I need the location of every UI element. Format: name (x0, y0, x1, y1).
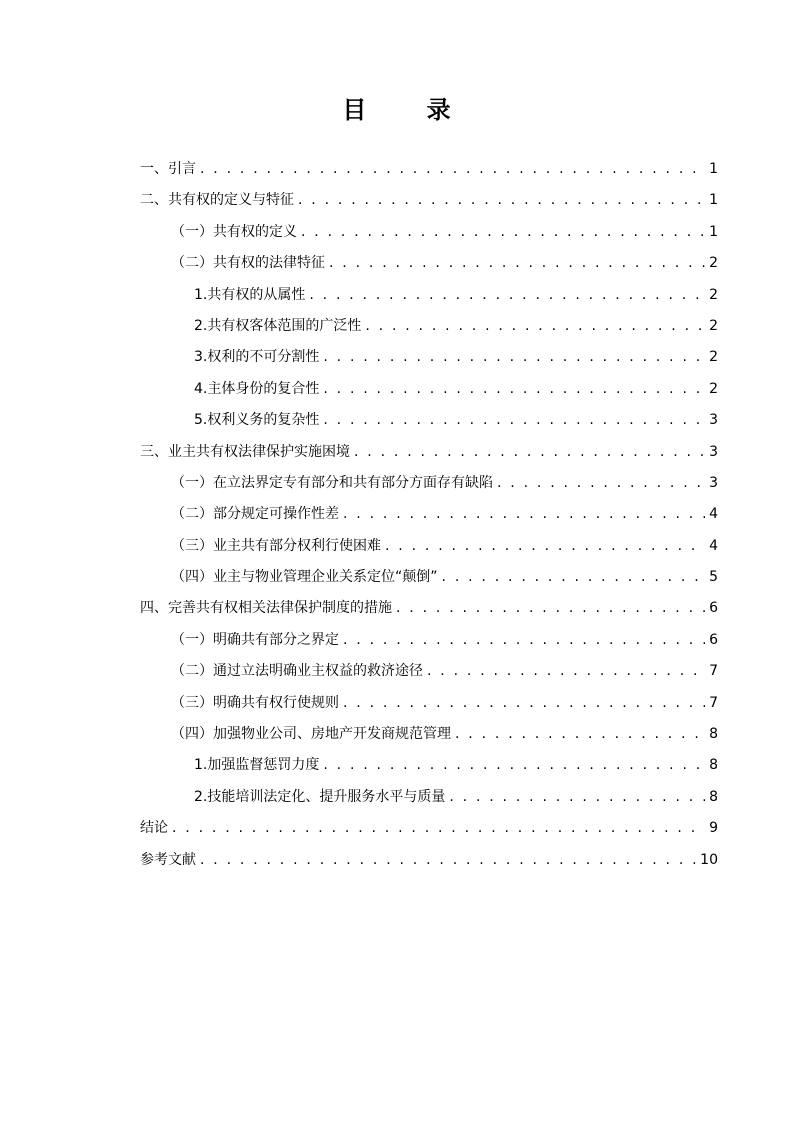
toc-entry[interactable] (140, 344, 718, 375)
toc-entry-label: 1.共有权的从属性 (194, 286, 306, 303)
toc-entry-label: 结论 (140, 820, 168, 837)
toc-dot-leader (365, 313, 705, 339)
toc-entry[interactable] (140, 752, 718, 783)
toc-dot-leader (301, 219, 705, 245)
toc-dot-leader (396, 595, 705, 621)
toc-entry[interactable] (140, 376, 718, 407)
toc-entry-label: 四、完善共有权相关法律保护制度的措施 (140, 600, 392, 617)
toc-page-number: 3 (709, 443, 718, 460)
toc-page-number: 5 (709, 569, 718, 586)
toc-page-number: 7 (709, 694, 718, 711)
toc-page-number: 2 (709, 286, 718, 303)
toc-page-number: 1 (709, 161, 718, 177)
toc-dot-leader (200, 156, 705, 182)
toc-entry-label: 二、共有权的定义与特征 (140, 192, 294, 209)
toc-entry[interactable] (140, 501, 718, 532)
toc-page-number: 8 (709, 757, 718, 774)
toc-dot-leader (497, 470, 705, 496)
toc-page-number: 6 (709, 631, 718, 648)
toc-entry-label: （四）业主与物业管理企业关系定位“颠倒” (171, 569, 438, 586)
toc-entry-label: （一）共有权的定义 (171, 223, 297, 240)
table-of-contents (140, 156, 718, 878)
toc-page-number: 3 (709, 412, 718, 429)
toc-entry[interactable] (140, 439, 718, 470)
toc-page-number: 1 (709, 223, 718, 240)
toc-page-number: 2 (709, 255, 718, 272)
toc-dot-leader (323, 344, 705, 370)
toc-entry-label: （二）部分规定可操作性差 (171, 506, 339, 523)
toc-entry-label: （一）明确共有部分之界定 (171, 631, 339, 648)
toc-dot-leader (323, 376, 705, 402)
toc-dot-leader (343, 690, 705, 716)
toc-entry-label: 4.主体身份的复合性 (194, 380, 320, 397)
toc-entry[interactable] (140, 533, 718, 564)
toc-entry-label: 1.加强监督惩罚力度 (194, 757, 320, 774)
toc-page-number: 2 (709, 380, 718, 397)
toc-dot-leader (200, 847, 696, 873)
toc-title: 目 录 (342, 95, 477, 124)
toc-dot-leader (385, 533, 705, 559)
toc-entry-label: 参考文献 (140, 851, 196, 868)
toc-dot-leader (343, 501, 705, 527)
toc-page-number: 2 (709, 349, 718, 366)
toc-entry[interactable] (140, 313, 718, 344)
toc-entry-label: （三）业主共有部分权利行使困难 (171, 537, 381, 554)
toc-dot-leader (449, 784, 705, 810)
toc-dot-leader (298, 187, 705, 213)
toc-entry[interactable] (140, 815, 718, 846)
toc-entry[interactable] (140, 156, 718, 187)
toc-page-number: 7 (709, 663, 718, 680)
toc-page-number: 6 (709, 600, 718, 617)
toc-dot-leader (329, 250, 705, 276)
toc-entry[interactable] (140, 690, 718, 721)
toc-dot-leader (309, 282, 705, 308)
toc-entry-label: 2.技能培训法定化、提升服务水平与质量 (194, 788, 446, 805)
toc-entry[interactable] (140, 658, 718, 689)
toc-entry[interactable] (140, 564, 718, 595)
toc-dot-leader (354, 439, 705, 465)
toc-entry[interactable] (140, 721, 718, 752)
toc-entry[interactable] (140, 187, 718, 218)
toc-entry[interactable] (140, 219, 718, 250)
toc-page-number: 4 (709, 537, 718, 554)
toc-page-number: 4 (709, 506, 718, 523)
toc-dot-leader (343, 627, 705, 653)
toc-entry[interactable] (140, 784, 718, 815)
toc-entry-label: 3.权利的不可分割性 (194, 349, 320, 366)
toc-page-number: 1 (709, 192, 718, 209)
toc-entry-label: 一、引言 (140, 161, 196, 177)
toc-entry[interactable] (140, 627, 718, 658)
toc-entry-label: （一）在立法界定专有部分和共有部分方面存有缺陷 (171, 474, 493, 491)
toc-entry[interactable] (140, 282, 718, 313)
toc-entry-label: （三）明确共有权行使规则 (171, 694, 339, 711)
toc-dot-leader (427, 658, 705, 684)
toc-entry-label: （二）共有权的法律特征 (171, 255, 325, 272)
toc-dot-leader (323, 407, 705, 433)
toc-entry-label: 2.共有权客体范围的广泛性 (194, 317, 362, 334)
toc-entry-label: （四）加强物业公司、房地产开发商规范管理 (171, 726, 451, 743)
toc-page-number: 8 (709, 788, 718, 805)
toc-page-number: 9 (709, 820, 718, 837)
toc-dot-leader (455, 721, 705, 747)
toc-entry-label: （二）通过立法明确业主权益的救济途径 (171, 663, 423, 680)
toc-page-number: 2 (709, 317, 718, 334)
toc-page-number: 10 (700, 851, 718, 868)
toc-page-number: 8 (709, 726, 718, 743)
toc-entry[interactable] (140, 250, 718, 281)
toc-dot-leader (172, 815, 705, 841)
toc-dot-leader (323, 752, 705, 778)
toc-page-number: 3 (709, 474, 718, 491)
toc-entry[interactable] (140, 407, 718, 438)
toc-entry[interactable] (140, 847, 718, 878)
toc-entry[interactable] (140, 595, 718, 626)
toc-entry-label: 三、业主共有权法律保护实施困境 (140, 443, 350, 460)
toc-entry-label: 5.权利义务的复杂性 (194, 412, 320, 429)
toc-dot-leader (442, 564, 706, 590)
toc-entry[interactable] (140, 470, 718, 501)
